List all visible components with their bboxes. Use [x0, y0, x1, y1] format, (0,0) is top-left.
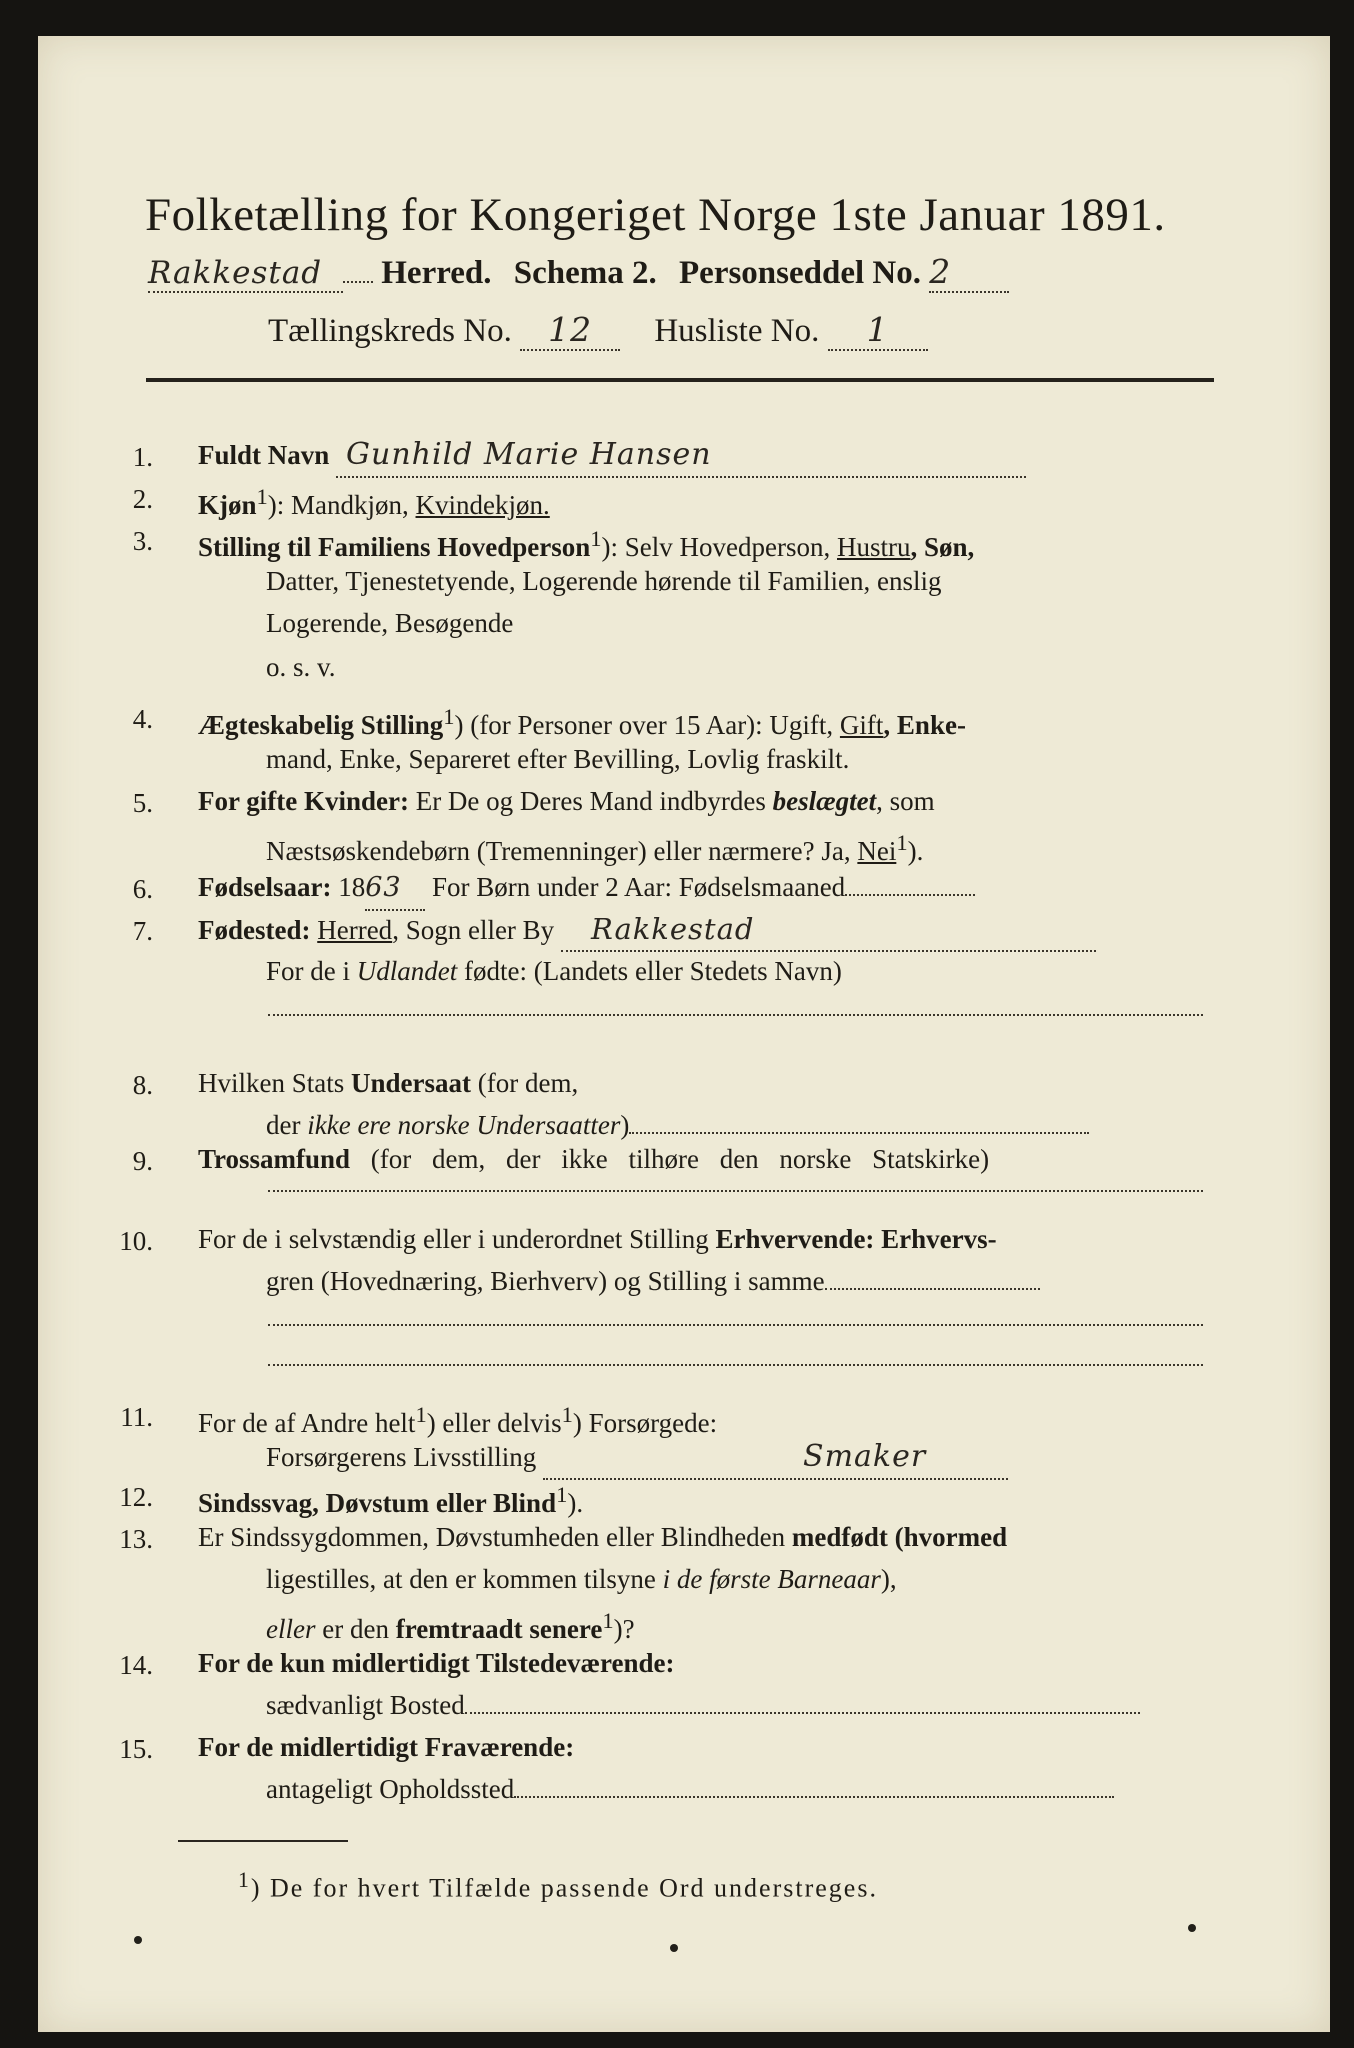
header-divider: [146, 378, 1214, 382]
q3-row: Stilling til Familiens Hovedperson$^1$): Selv Hovedperson, Hustru, Søn,: [198, 526, 975, 562]
kreds-label: Tællingskreds No.: [268, 313, 512, 349]
q2-row: Kjøn$^1$): Mandkjøn, Kvindekjøn.: [198, 484, 550, 520]
herred-value: Rakkestad: [148, 255, 343, 293]
q3-line2: Datter, Tjenestetyende, Logerende hørende til Familien, enslig: [266, 566, 942, 596]
q10-blank-line-1: [268, 1322, 1203, 1326]
herred-schema-row: [148, 252, 1213, 298]
q13-line3: eller er den fremtraadt senere$^1$)?: [266, 1608, 635, 1644]
q10-blank-line-2: [268, 1362, 1203, 1366]
q13-number: 13.: [119, 1524, 153, 1554]
q3-line4: o. s. v.: [266, 652, 336, 682]
footnote: $^1$) De for hvert Tilfælde passende Ord understreges.: [238, 1868, 878, 1903]
form-title: Folketælling for Kongeriget Norge 1ste Januar 1891.: [145, 189, 1166, 241]
q1-number: 1.: [132, 442, 153, 472]
kreds-husliste-row: [268, 310, 1098, 352]
personseddel-value: 2: [929, 252, 1009, 293]
q7-selected-herred: Herred: [317, 915, 393, 945]
q4-line2: mand, Enke, Separeret efter Bevilling, Lovlig fraskilt.: [266, 744, 850, 774]
q3-line3: Logerende, Besøgende: [266, 608, 514, 638]
q13-row: Er Sindssygdommen, Døvstumheden eller Blindheden medfødt (hvormed: [198, 1522, 1008, 1552]
q12-row: Sindssvag, Døvstum eller Blind$^1$).: [198, 1482, 584, 1518]
q3-selected-hustru: Hustru: [837, 532, 911, 562]
q6-number: 6.: [132, 874, 153, 904]
q14-label: For de kun midlertidigt Tilstedeværende:: [198, 1648, 675, 1678]
q7-blank-line: [268, 1012, 1203, 1016]
q10-line2: gren (Hovednæring, Bierhverv) og Stilling i samme: [266, 1260, 1040, 1302]
q6-year-value: 63: [365, 867, 425, 911]
q7-number: 7.: [132, 916, 153, 946]
q5-number: 5.: [132, 788, 153, 818]
footnote-divider: [178, 1840, 348, 1842]
q4-selected-gift: Gift: [839, 710, 884, 740]
q1-label: Fuldt Navn: [198, 440, 330, 470]
q15-label: For de midlertidigt Fraværende:: [198, 1732, 575, 1762]
q11-provider-value: Smaker: [543, 1436, 1008, 1480]
q15-line2: antageligt Opholdssted: [266, 1768, 1114, 1810]
q10-row: For de i selvstændig eller i underordnet Stilling Erhvervende: Erhvervs-: [198, 1224, 997, 1254]
q10-number: 10.: [119, 1226, 153, 1256]
q2-selected-kvindekjon: Kvindekjøn.: [415, 490, 550, 520]
q11-line2: Forsørgerens Livsstilling Smaker: [266, 1436, 1008, 1480]
census-form-page: [38, 36, 1330, 2032]
q4-number: 4.: [132, 704, 153, 734]
q7-line2: For de i Udlandet fødte: (Landets eller Stedets Navn): [266, 956, 842, 986]
q9-number: 9.: [132, 1146, 153, 1176]
kreds-value: 12: [520, 310, 620, 351]
herred-label: Herred.: [381, 255, 492, 291]
q5-row: For gifte Kvinder: Er De og Deres Mand indbyrdes beslægtet, som: [198, 786, 935, 816]
q11-number: 11.: [120, 1402, 153, 1432]
q5-line2: Næstsøskendebørn (Tremenninger) eller nærmere? Ja, Nei$^1$).: [266, 830, 924, 866]
q6-row: Fødselsaar: 1863 For Børn under 2 Aar: Fødselsmaaned: [198, 866, 975, 911]
q8-row: Hvilken Stats Undersaat (for dem,: [198, 1068, 579, 1098]
q7-birthplace-value: Rakkestad: [561, 908, 1096, 952]
q3-number: 3.: [132, 526, 153, 556]
schema-label: Schema 2.: [513, 255, 657, 291]
q12-number: 12.: [119, 1482, 153, 1512]
q1-row: [198, 434, 1026, 478]
ink-speck: [670, 1944, 678, 1952]
personseddel-label: Personseddel No.: [679, 255, 922, 291]
q8-line2: der ikke ere norske Undersaatter): [266, 1104, 1089, 1146]
q1-name-value: Gunhild Marie Hansen: [336, 434, 1026, 478]
q9-row: Trossamfund (for dem, der ikke tilhøre den norske Statskirke): [198, 1144, 990, 1174]
q2-number: 2.: [132, 484, 153, 514]
husliste-label: Husliste No.: [654, 313, 820, 349]
q14-number: 14.: [119, 1650, 153, 1680]
q15-number: 15.: [119, 1734, 153, 1764]
q13-line2: ligestilles, at den er kommen tilsyne i de første Barneaar),: [266, 1564, 897, 1594]
ink-speck: [1188, 1924, 1196, 1932]
ink-speck: [134, 1936, 142, 1944]
q9-blank-line: [268, 1188, 1203, 1192]
q11-row: For de af Andre helt$^1$) eller delvis$^1$) Forsørgede:: [198, 1402, 718, 1438]
q5-selected-nei: Nei: [857, 836, 897, 866]
q14-line2: sædvanligt Bosted: [266, 1684, 1140, 1726]
q7-row: Fødested: Herred, Sogn eller By Rakkestad: [198, 908, 1096, 952]
q4-row: Ægteskabelig Stilling$^1$) (for Personer over 15 Aar): Ugift, Gift, Enke-: [198, 704, 966, 740]
q8-number: 8.: [132, 1070, 153, 1100]
husliste-value: 1: [828, 310, 928, 351]
